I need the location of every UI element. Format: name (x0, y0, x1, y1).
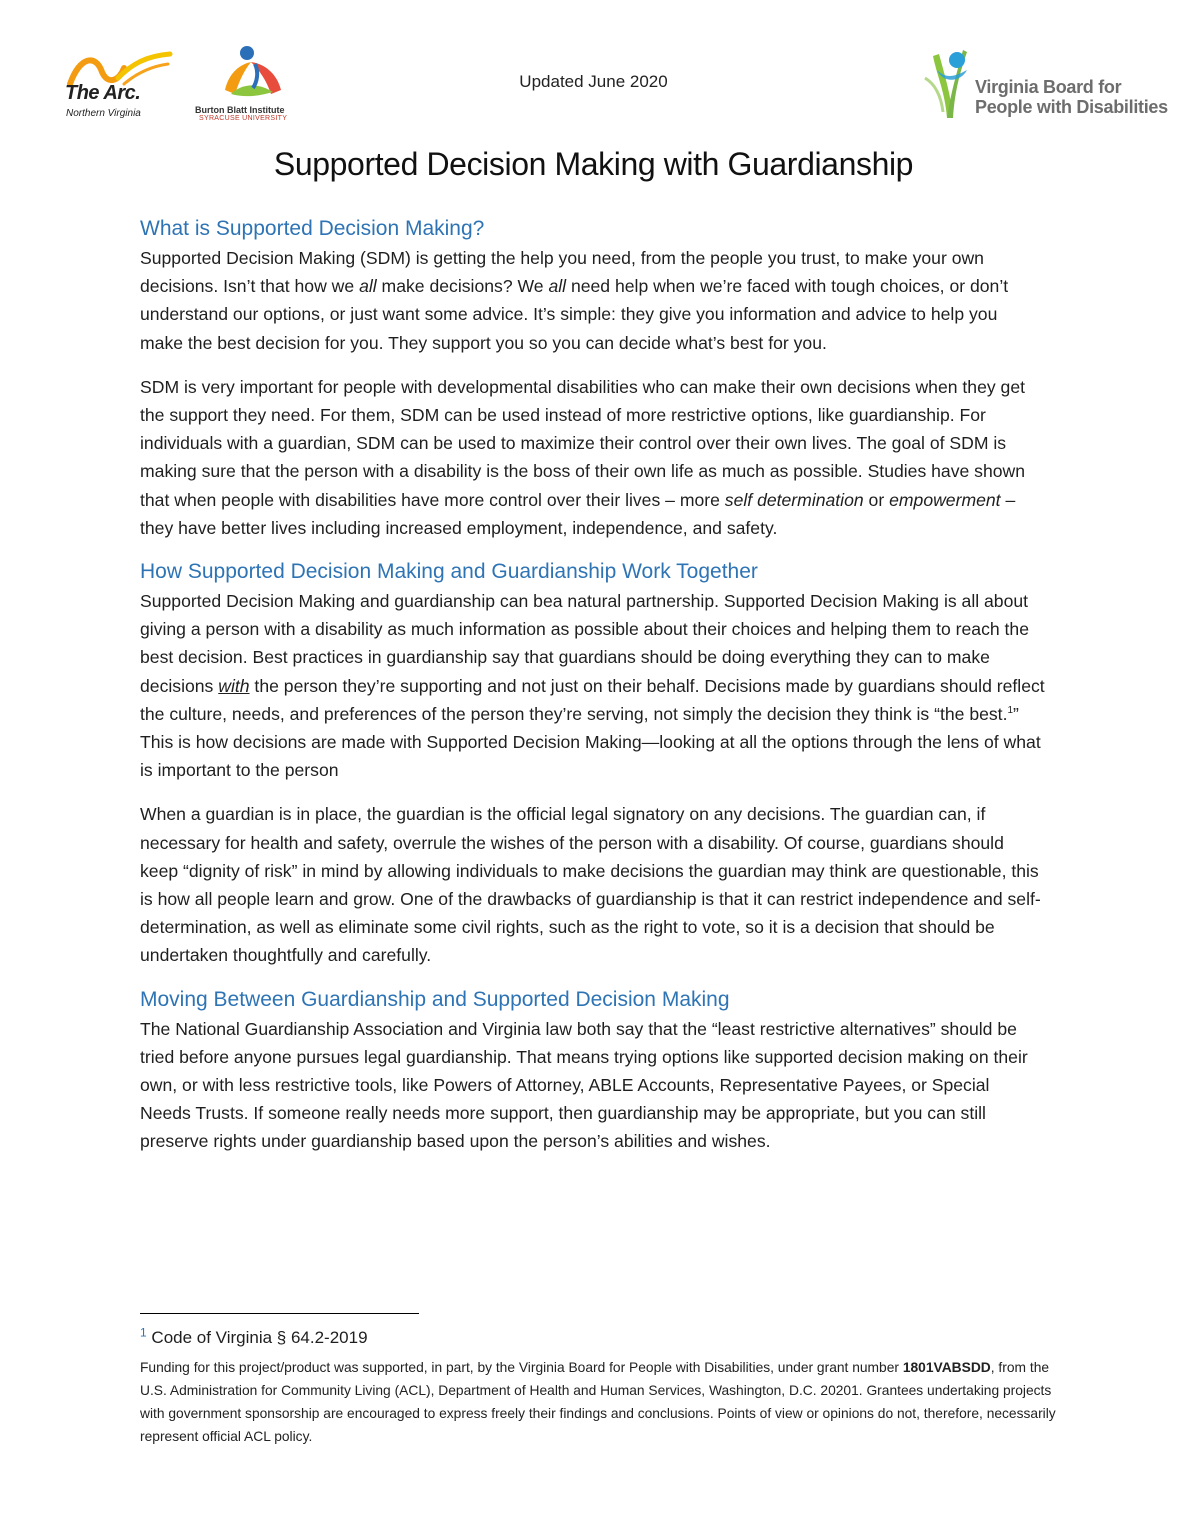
section-heading: How Supported Decision Making and Guardianship Work Together (140, 560, 758, 584)
footnote: $^1$ Code of Virginia § 64.2-2019 (140, 1325, 368, 1347)
paragraph: The National Guardianship Association and Virginia law both say that the “least restrictive alternatives” should be tried before anyone pursues legal guardianship. That means trying options like supported decision making on their own, or with less restrictive tools, like Powers of Attorney, ABLE Accounts, Representative Payees, or Special Needs Trusts. If someone really needs more support, then guardianship may be appropriate, but you can still preserve rights under guardianship based upon the person’s abilities and wishes. (140, 1018, 1028, 1152)
footnote-area (140, 1313, 1060, 1448)
updated-date: Updated June 2020 (519, 72, 668, 91)
document-body (140, 216, 1045, 1156)
paragraph: When a guardian is in place, the guardian is the official legal signatory on any decisions. The guardian can, if necessary for health and safety, overrule the wishes of the person with a disability. Of course, guardians should keep “dignity of risk” in mind by allowing individuals to make decisions the guardian may think are questionable, this is how all people learn and grow. One of the drawbacks of guardianship is that it can restrict independence and self-determination, as well as eliminate some civil rights, such as the right to vote, so it is a decision that should be undertaken thoughtfully and carefully. (140, 804, 1041, 966)
grant-number: 1801VABSDD (902, 1360, 991, 1375)
footnote-divider (140, 1313, 419, 1314)
paragraph: Supported Decision Making and guardianship can bea natural partnership. Supported Decision Making is all about giving a person with a disability as much information as possible about their choices and helping them to reach the best decision. Best practices in guardianship say that guardians should be doing everything they can to make decisions with the person they’re supporting and not just on their behalf. Decisions made by guardians should reflect the culture, needs, and preferences of the person they’re serving, not simply the decision they think is “the best.$^1$” This is how decisions are made with Supported Decision Making—looking at all the options through the lens of what is important to the person (140, 591, 1045, 781)
section-heading: Moving Between Guardianship and Supported Decision Making (140, 987, 730, 1011)
arc-logo-subtitle: Northern Virginia (66, 108, 141, 119)
footnote-ref[interactable]: 1 (1007, 704, 1014, 716)
page-header (0, 0, 1187, 135)
vbpd-logo-line1: Virginia Board for (975, 77, 1122, 97)
document-title: Supported Decision Making with Guardianship (273, 146, 914, 182)
bbi-logo-subtitle: SYRACUSE UNIVERSITY (199, 115, 288, 122)
vbpd-figure-icon (923, 48, 975, 120)
paragraph: SDM is very important for people with developmental disabilities who can make their own decisions when they get the support they need. For them, SDM can be used instead of more restrictive options, like guardianship. For individuals with a guardian, SDM can be used to maximize their control over their own lives. The goal of SDM is making sure that the person with a disability is the boss of their own life as much as possible. Studies have shown that when people with disabilities have more control over their lives – more self determination or empowerment – they have better lives including increased employment, independence, and safety. (140, 376, 1026, 538)
paragraph: Supported Decision Making (SDM) is getting the help you need, from the people you trust, to make your own decisions. Isn’t that how we all make decisions? We all need help when we’re faced with tough choices, or don’t understand our options, or just want some advice. It’s simple: they give you information and advice to help you make the best decision for you. They support you so you can decide what’s best for you. (140, 248, 1009, 353)
section-heading: What is Supported Decision Making? (140, 217, 485, 240)
funding-statement: Funding for this project/product was supported, in part, by the Virginia Board for People with Disabilities, under grant number 1801VABSDD, from the U.S. Administration for Community Living (ACL), Department of Health and Human Services, Washington, D.C. 20201. Grantees undertaking projects with government sponsorship are encouraged to express freely their findings and conclusions. Points of view or opinions do not, therefore, necessarily represent official ACL policy. (140, 1360, 1056, 1444)
footnote-marker: 1 (140, 1325, 147, 1340)
virginia-board-logo (923, 48, 1168, 120)
arc-logo-name: The Arc. (65, 82, 141, 104)
bbi-logo-name: Burton Blatt Institute (195, 105, 285, 115)
vbpd-logo-line2: People with Disabilities (975, 97, 1168, 117)
